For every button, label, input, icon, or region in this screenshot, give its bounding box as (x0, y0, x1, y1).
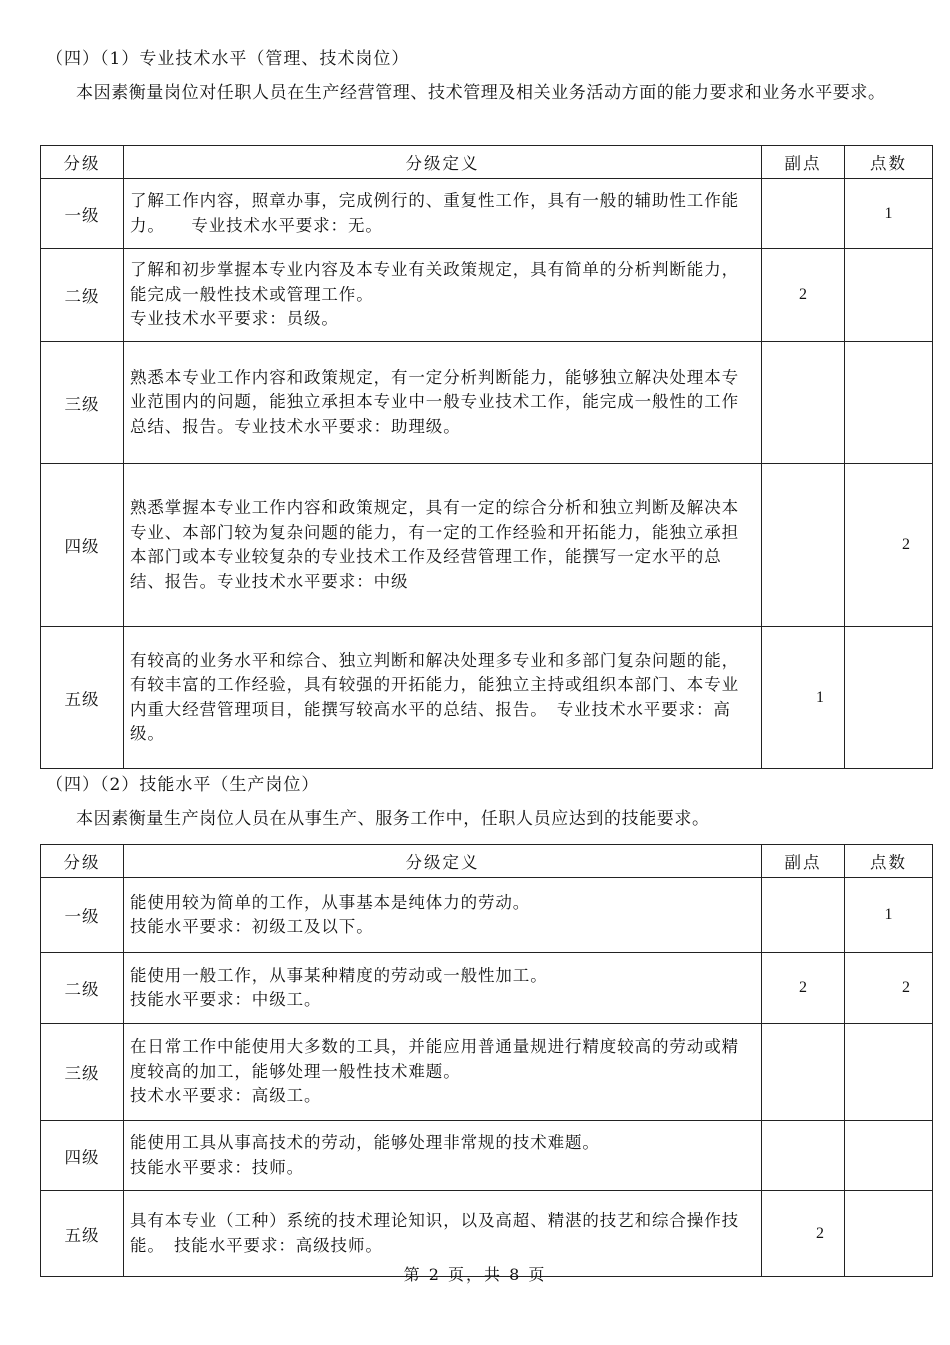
table-row (41, 1024, 933, 1121)
definition-cell (124, 627, 762, 769)
col-header-definition: 分级定义 (124, 845, 762, 878)
definition-cell (124, 1121, 762, 1191)
definition-line: 能使用较为简单的工作，从事基本是纯体力的劳动。 (130, 892, 531, 912)
definition-line: 能使用一般工作，从事某种精度的劳动或一般性加工。 (130, 965, 548, 985)
col-header-sub: 副点 (762, 845, 845, 878)
definition-line: 了解和初步掌握本专业内容及本专业有关政策规定，具有简单的分析判断能力，能完成一般性技术或管理工作。 (130, 260, 739, 304)
page-footer: 第 2 页，共 8 页 (403, 1265, 547, 1284)
definition-line: 能使用工具从事高技术的劳动，能够处理非常规的技术难题。 (130, 1133, 600, 1152)
sub-points-cell (762, 179, 845, 249)
level-cell: 一级 (41, 179, 124, 249)
points-cell: 1 (845, 179, 933, 249)
definition-line: 技能水平要求：中级工。 (130, 990, 322, 1009)
sub-points-cell (762, 464, 845, 627)
section2-heading: （四）（2）技能水平（生产岗位） (46, 775, 320, 795)
table-row (41, 342, 933, 464)
definition-line: 有较高的业务水平和综合、独立判断和解决处理多专业和多部门复杂问题的能，有较丰富的工作经验，具有较强的开拓能力，能独立主持或组织本部门、本专业内重大经营管理项目，能撰写较高水平的总结、报告。 专业技术水平要求：高级。 (130, 650, 739, 743)
points-cell: 1 (845, 878, 933, 953)
definition-cell (124, 464, 762, 627)
points-cell (845, 1121, 933, 1191)
definition-line: 技术水平要求：高级工。 (130, 1086, 322, 1106)
table-row (41, 464, 933, 627)
points-cell (845, 342, 933, 464)
level-cell: 一级 (41, 878, 124, 953)
definition-cell (124, 342, 762, 464)
level-cell: 五级 (41, 1191, 124, 1277)
table-row (41, 249, 933, 342)
definition-cell (124, 249, 762, 342)
table-row (41, 953, 933, 1024)
level-cell: 四级 (41, 464, 124, 627)
table-header-row (41, 845, 933, 878)
col-header-points: 点数 (845, 146, 933, 179)
col-header-definition: 分级定义 (124, 146, 762, 179)
definition-cell (124, 1024, 762, 1121)
points-cell: 2 (845, 464, 933, 627)
points-cell (845, 1024, 933, 1121)
level-cell: 三级 (41, 342, 124, 464)
points-cell (845, 249, 933, 342)
definition-line: 技能水平要求：初级工及以下。 (130, 917, 374, 936)
definition-line: 熟悉本专业工作内容和政策规定，有一定分析判断能力，能够独立解决处理本专业范围内的问题，能独立承担本专业中一般专业技术工作，能完成一般性的工作总结、报告。专业技术水平要求：助理级。 (130, 367, 739, 436)
points-cell (845, 627, 933, 769)
definition-cell (124, 953, 762, 1024)
table-row (41, 1121, 933, 1191)
table-row (41, 878, 933, 953)
definition-line: 在日常工作中能使用大多数的工具，并能应用普通量规进行精度较高的劳动或精度较高的加工，能够处理一般性技术难题。 (130, 1037, 739, 1081)
col-header-sub: 副点 (762, 146, 845, 179)
section1-intro: 本因素衡量岗位对任职人员在生产经营管理、技术管理及相关业务活动方面的能力要求和业务水平要求。 (76, 83, 886, 103)
col-header-level: 分级 (41, 845, 124, 878)
col-header-level: 分级 (41, 146, 124, 179)
skill-level-table-technical (40, 145, 933, 769)
definition-line: 具有本专业（工种）系统的技术理论知识，以及高超、精湛的技艺和综合操作技能。 技能水平要求：高级技师。 (130, 1211, 739, 1255)
sub-points-cell (762, 878, 845, 953)
level-cell: 二级 (41, 249, 124, 342)
table-row (41, 179, 933, 249)
definition-line: 专业技术水平要求：员级。 (130, 309, 339, 329)
definition-cell (124, 179, 762, 249)
col-header-points: 点数 (845, 845, 933, 878)
table-header-row (41, 146, 933, 179)
sub-points-cell: 2 (762, 953, 845, 1024)
level-cell: 四级 (41, 1121, 124, 1191)
sub-points-cell: 2 (762, 249, 845, 342)
definition-cell (124, 878, 762, 953)
sub-points-cell (762, 342, 845, 464)
section2-intro: 本因素衡量生产岗位人员在从事生产、服务工作中，任职人员应达到的技能要求。 (76, 809, 710, 829)
level-cell: 二级 (41, 953, 124, 1024)
sub-points-cell (762, 1121, 845, 1191)
definition-line: 了解工作内容，照章办事，完成例行的、重复性工作，具有一般的辅助性工作能力。 专业技术水平要求：无。 (130, 191, 739, 235)
section1-heading: （四）（1）专业技术水平（管理、技术岗位） (46, 49, 410, 69)
level-cell: 三级 (41, 1024, 124, 1121)
definition-line: 技能水平要求：技师。 (130, 1157, 304, 1177)
table-row (41, 627, 933, 769)
definition-line: 熟悉掌握本专业工作内容和政策规定，具有一定的综合分析和独立判断及解决本专业、本部门较为复杂问题的能力，有一定的工作经验和开拓能力，能独立承担本部门或本专业较复杂的专业技术工作及经营管理工作，能撰写一定水平的总结、报告。专业技术水平要求：中级 (130, 498, 739, 591)
level-cell: 五级 (41, 627, 124, 769)
sub-points-cell (762, 1024, 845, 1121)
sub-points-cell: 2 (762, 1191, 845, 1277)
sub-points-cell: 1 (762, 627, 845, 769)
skill-level-table-production (40, 844, 933, 1277)
points-cell: 2 (845, 953, 933, 1024)
